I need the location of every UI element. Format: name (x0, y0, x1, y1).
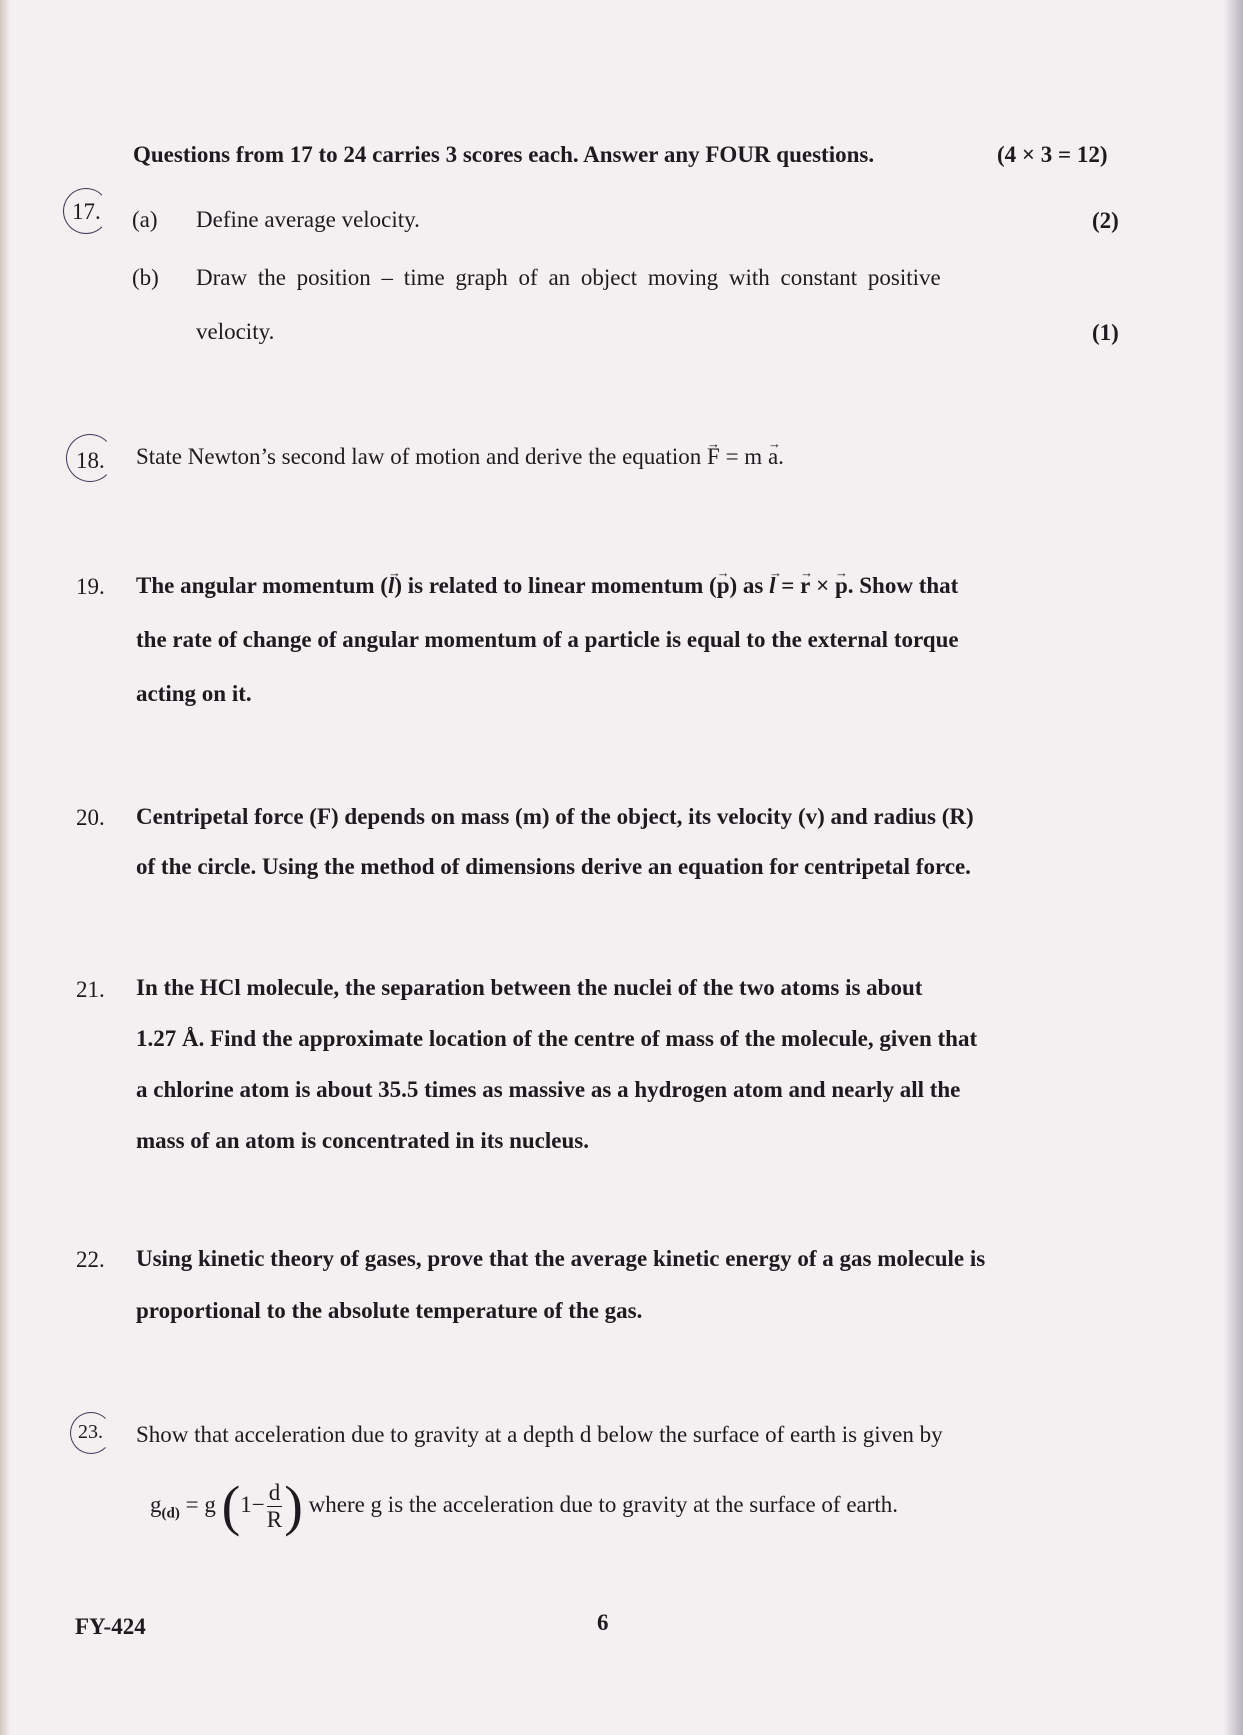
q19-text-e: × (810, 573, 835, 598)
q20-line1: Centripetal force (F) depends on mass (m) of the object, its velocity (v) and radius (R) (136, 804, 974, 829)
q18-force-vector: → F (707, 430, 720, 484)
q17-part-a-mark: (2) (1092, 208, 1119, 233)
q19-text-a: The angular momentum ( (136, 573, 388, 598)
q19-text-f: . Show that (847, 573, 959, 598)
q19-line3: acting on it. (136, 681, 252, 706)
q23-one-minus: 1− (240, 1492, 265, 1517)
q23-frac-numerator: d (268, 1480, 281, 1506)
q19-l-vector-2: → l (769, 559, 775, 613)
q17-part-a-text: Define average velocity. (196, 207, 420, 232)
q18-statement: State Newton’s second law of motion and derive the equation (136, 444, 702, 469)
page-edge-shadow-left (0, 0, 10, 1735)
q23-equation-line (150, 1470, 898, 1549)
q18-eq-mid: = m (719, 444, 768, 469)
question-number-17: 17. (72, 199, 101, 224)
q19-text-b: ) is related to linear momentum ( (394, 573, 717, 598)
q23-frac-denominator: R (266, 1507, 283, 1533)
question-number-18: 18. (76, 448, 105, 473)
question-number-20: 20. (76, 805, 105, 830)
q23-g-symbol: g (150, 1492, 162, 1517)
instruction-text: Questions from 17 to 24 carries 3 scores each. Answer any FOUR questions. (133, 142, 875, 167)
q21-line1: In the HCl molecule, the separation between the nuclei of the two atoms is about (136, 975, 923, 1000)
q22-line1: Using kinetic theory of gases, prove that the average kinetic energy of a gas molecule is (136, 1246, 986, 1271)
q19-p-vector: → p (717, 559, 730, 613)
q20-line2: of the circle. Using the method of dimensions derive an equation for centripetal force. (136, 854, 971, 879)
q19-line1 (136, 559, 958, 613)
q19-l-vector: → l (388, 559, 394, 613)
q17-part-b-label: (b) (132, 265, 159, 290)
q23-left-paren: ( (221, 1475, 241, 1538)
q17-part-b-mark: (1) (1092, 320, 1119, 345)
page-edge-shadow-right (1223, 0, 1243, 1735)
q21-line4: mass of an atom is concentrated in its nucleus. (136, 1128, 589, 1153)
q23-fraction (267, 1480, 283, 1533)
section-total-marks: (4 × 3 = 12) (997, 142, 1108, 167)
section-instruction (133, 142, 1108, 168)
q22-line2: proportional to the absolute temperature of the gas. (136, 1298, 643, 1323)
q23-line2-text: where g is the acceleration due to gravity at the surface of earth. (308, 1492, 899, 1517)
question-number-23: 23. (78, 1421, 103, 1443)
q19-text-d: = (775, 573, 801, 598)
question-number-19: 19. (76, 574, 105, 599)
q17-part-a-label: (a) (132, 207, 158, 232)
q19-p-vector-2: → p (835, 559, 848, 613)
question-number-22: 22. (76, 1247, 105, 1272)
question-number-21: 21. (76, 977, 105, 1002)
q18-text (136, 430, 784, 484)
q19-text-c: ) as (729, 573, 770, 598)
q18-accel-vector: → a (768, 430, 778, 484)
q23-line1: Show that acceleration due to gravity at a depth d below the surface of earth is given by (136, 1422, 943, 1447)
q19-line2: the rate of change of angular momentum of a particle is equal to the external torque (136, 627, 959, 652)
q17-part-b-line1: Draw the position – time graph of an object moving with constant positive (196, 265, 941, 290)
page-number: 6 (597, 1610, 609, 1635)
q18-eq-end: . (778, 444, 784, 469)
q21-line3: a chlorine atom is about 35.5 times as massive as a hydrogen atom and nearly all the (136, 1077, 961, 1102)
q23-g-subscript: (d) (161, 1505, 180, 1522)
q23-right-paren: ) (284, 1475, 303, 1538)
paper-code: FY-424 (75, 1614, 146, 1639)
q17-part-b-line2: velocity. (196, 319, 275, 344)
q21-line2: 1.27 Å. Find the approximate location of the centre of mass of the molecule, given that (136, 1026, 978, 1051)
q23-eq-mid: = g (179, 1492, 222, 1517)
q19-r-vector: → r (800, 559, 810, 613)
